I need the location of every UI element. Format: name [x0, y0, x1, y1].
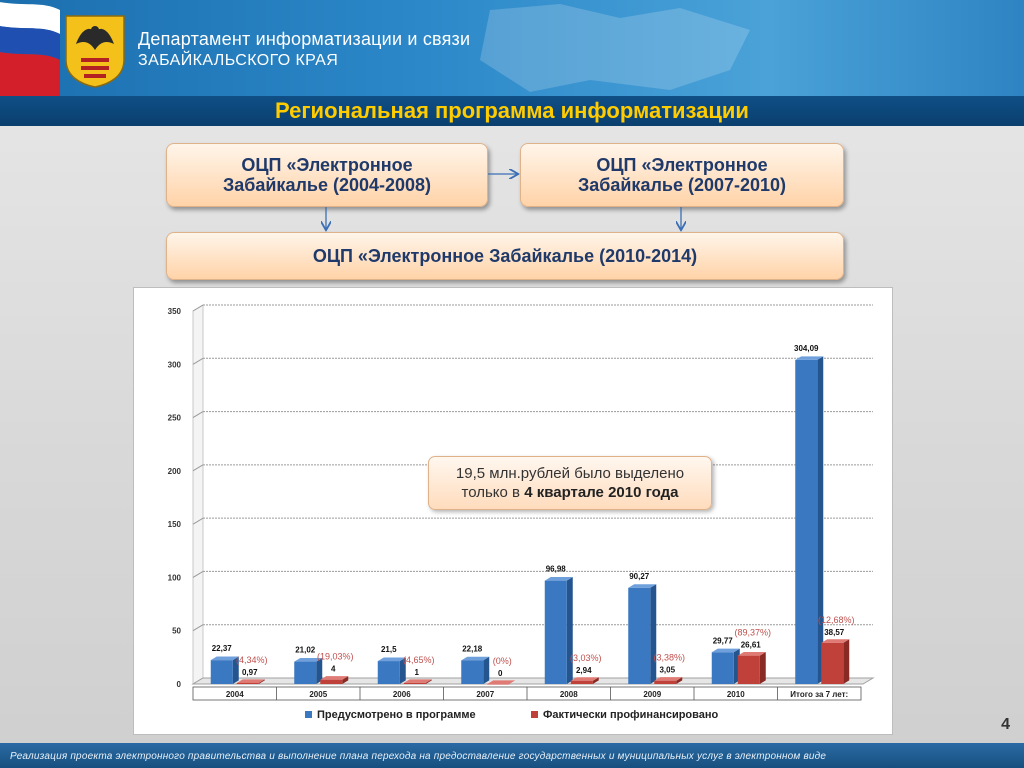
region-map-icon [470, 0, 770, 96]
data-label-funded: 38,57 [824, 627, 845, 637]
program-box-2007-2010 [520, 143, 844, 207]
bar-funded-4 [571, 681, 593, 684]
data-label-planned: 304,09 [794, 343, 819, 353]
header-banner [0, 0, 1024, 96]
program-box-2004-2008 [166, 143, 488, 207]
bar-funded-7 [821, 643, 843, 684]
callout-line2-bold: 4 квартале 2010 года [524, 484, 679, 501]
data-label-planned: 21,02 [295, 645, 316, 655]
program-box-2010-2014-label: ОЦП «Электронное Забайкалье (2010-2014) [312, 246, 698, 266]
y-tick-label: 300 [167, 360, 181, 370]
y-tick-label: 0 [176, 680, 181, 689]
bar-planned-6 [712, 652, 734, 684]
x-tick-label: 2005 [309, 690, 328, 699]
y-tick-label: 50 [172, 626, 181, 636]
x-tick-label: 2006 [392, 690, 411, 699]
footer-text: Реализация проекта электронного правительства и выполнение плана перехода на предоставление государственных и муниципальных услуг в электронном виде [10, 751, 827, 762]
bar-funded-6 [738, 656, 760, 684]
percent-label: (3,03%) [569, 652, 602, 663]
bar-planned-7-side [817, 356, 823, 684]
x-tick-label: 2009 [643, 690, 662, 699]
program-box-2007-2010-line1: ОЦП «Электронное [596, 155, 768, 175]
x-tick-label: 2008 [559, 690, 578, 699]
data-label-planned: 22,18 [462, 644, 483, 654]
percent-label: (19,03%) [316, 651, 354, 662]
funding-callout [428, 456, 712, 510]
bar-planned-7 [795, 360, 817, 684]
program-box-2007-2010-line2: Забайкалье (2007-2010) [577, 175, 787, 195]
bar-planned-1 [294, 662, 316, 684]
bar-planned-3-side [483, 657, 489, 684]
data-label-funded: 1 [414, 667, 419, 677]
data-label-planned: 21,5 [380, 645, 397, 655]
callout-line1: 19,5 млн.рублей было выделено [455, 465, 685, 482]
y-tick-label: 100 [167, 573, 181, 583]
org-name-line2: ЗАБАЙКАЛЬСКОГО КРАЯ [138, 52, 339, 69]
data-label-funded: 3,05 [659, 665, 676, 675]
x-tick-label: 2007 [476, 690, 495, 699]
bar-funded-7-side [843, 639, 849, 684]
callout-line2-prefix: только в [461, 484, 525, 501]
bar-planned-4-side [567, 577, 573, 684]
x-tick-label: Итого за 7 лет: [790, 690, 849, 699]
data-label-funded: 26,61 [740, 640, 761, 650]
program-box-2004-2008-line2: Забайкалье (2004-2008) [222, 175, 432, 195]
bar-funded-0 [237, 683, 259, 684]
bar-planned-3 [461, 660, 483, 684]
bar-funded-3 [487, 684, 509, 685]
bar-planned-2 [378, 661, 400, 684]
funding-bar-chart [133, 287, 891, 733]
percent-label: (4,65%) [402, 654, 435, 665]
percent-label: (89,37%) [734, 627, 772, 638]
program-box-2004-2008-line1: ОЦП «Электронное [241, 155, 413, 175]
bar-planned-5-side [650, 584, 656, 684]
russian-flag-icon [0, 0, 60, 96]
percent-label: (12,68%) [817, 614, 855, 625]
page-number: 4 [1001, 716, 1010, 733]
legend-swatch-planned [305, 711, 312, 718]
percent-label: (4,34%) [235, 654, 268, 665]
percent-label: (3,38%) [653, 652, 686, 663]
org-name-line1: Департамент информатизации и связи [138, 29, 471, 49]
percent-label: (0%) [492, 656, 512, 666]
program-box-2010-2014 [166, 232, 844, 280]
bar-funded-1 [320, 680, 342, 684]
coat-of-arms-icon [64, 14, 126, 88]
legend-label-funded: Фактически профинансировано [543, 709, 719, 721]
data-label-funded: 0 [498, 669, 503, 678]
data-label-planned: 90,27 [629, 571, 650, 581]
legend-swatch-funded [531, 711, 538, 718]
bar-funded-6-side [760, 652, 766, 684]
y-tick-label: 200 [167, 466, 181, 476]
data-label-funded: 4 [331, 664, 336, 674]
x-tick-label: 2010 [726, 690, 745, 699]
bar-funded-2 [404, 683, 426, 684]
bar-funded-5 [654, 681, 676, 684]
data-label-planned: 29,77 [712, 636, 733, 646]
data-label-planned: 96,98 [545, 564, 566, 574]
y-tick-label: 350 [167, 307, 181, 316]
y-tick-label: 150 [167, 520, 181, 530]
bar-planned-5 [628, 588, 650, 684]
page-title: Региональная программа информатизации [275, 98, 749, 123]
legend-label-planned: Предусмотрено в программе [317, 709, 476, 721]
data-label-funded: 0,97 [241, 667, 258, 677]
data-label-planned: 22,37 [211, 644, 232, 654]
y-tick-label: 250 [167, 413, 181, 423]
bar-planned-0 [211, 660, 233, 684]
data-label-funded: 2,94 [575, 665, 592, 675]
x-tick-label: 2004 [225, 690, 244, 699]
bar-planned-4 [545, 581, 567, 684]
